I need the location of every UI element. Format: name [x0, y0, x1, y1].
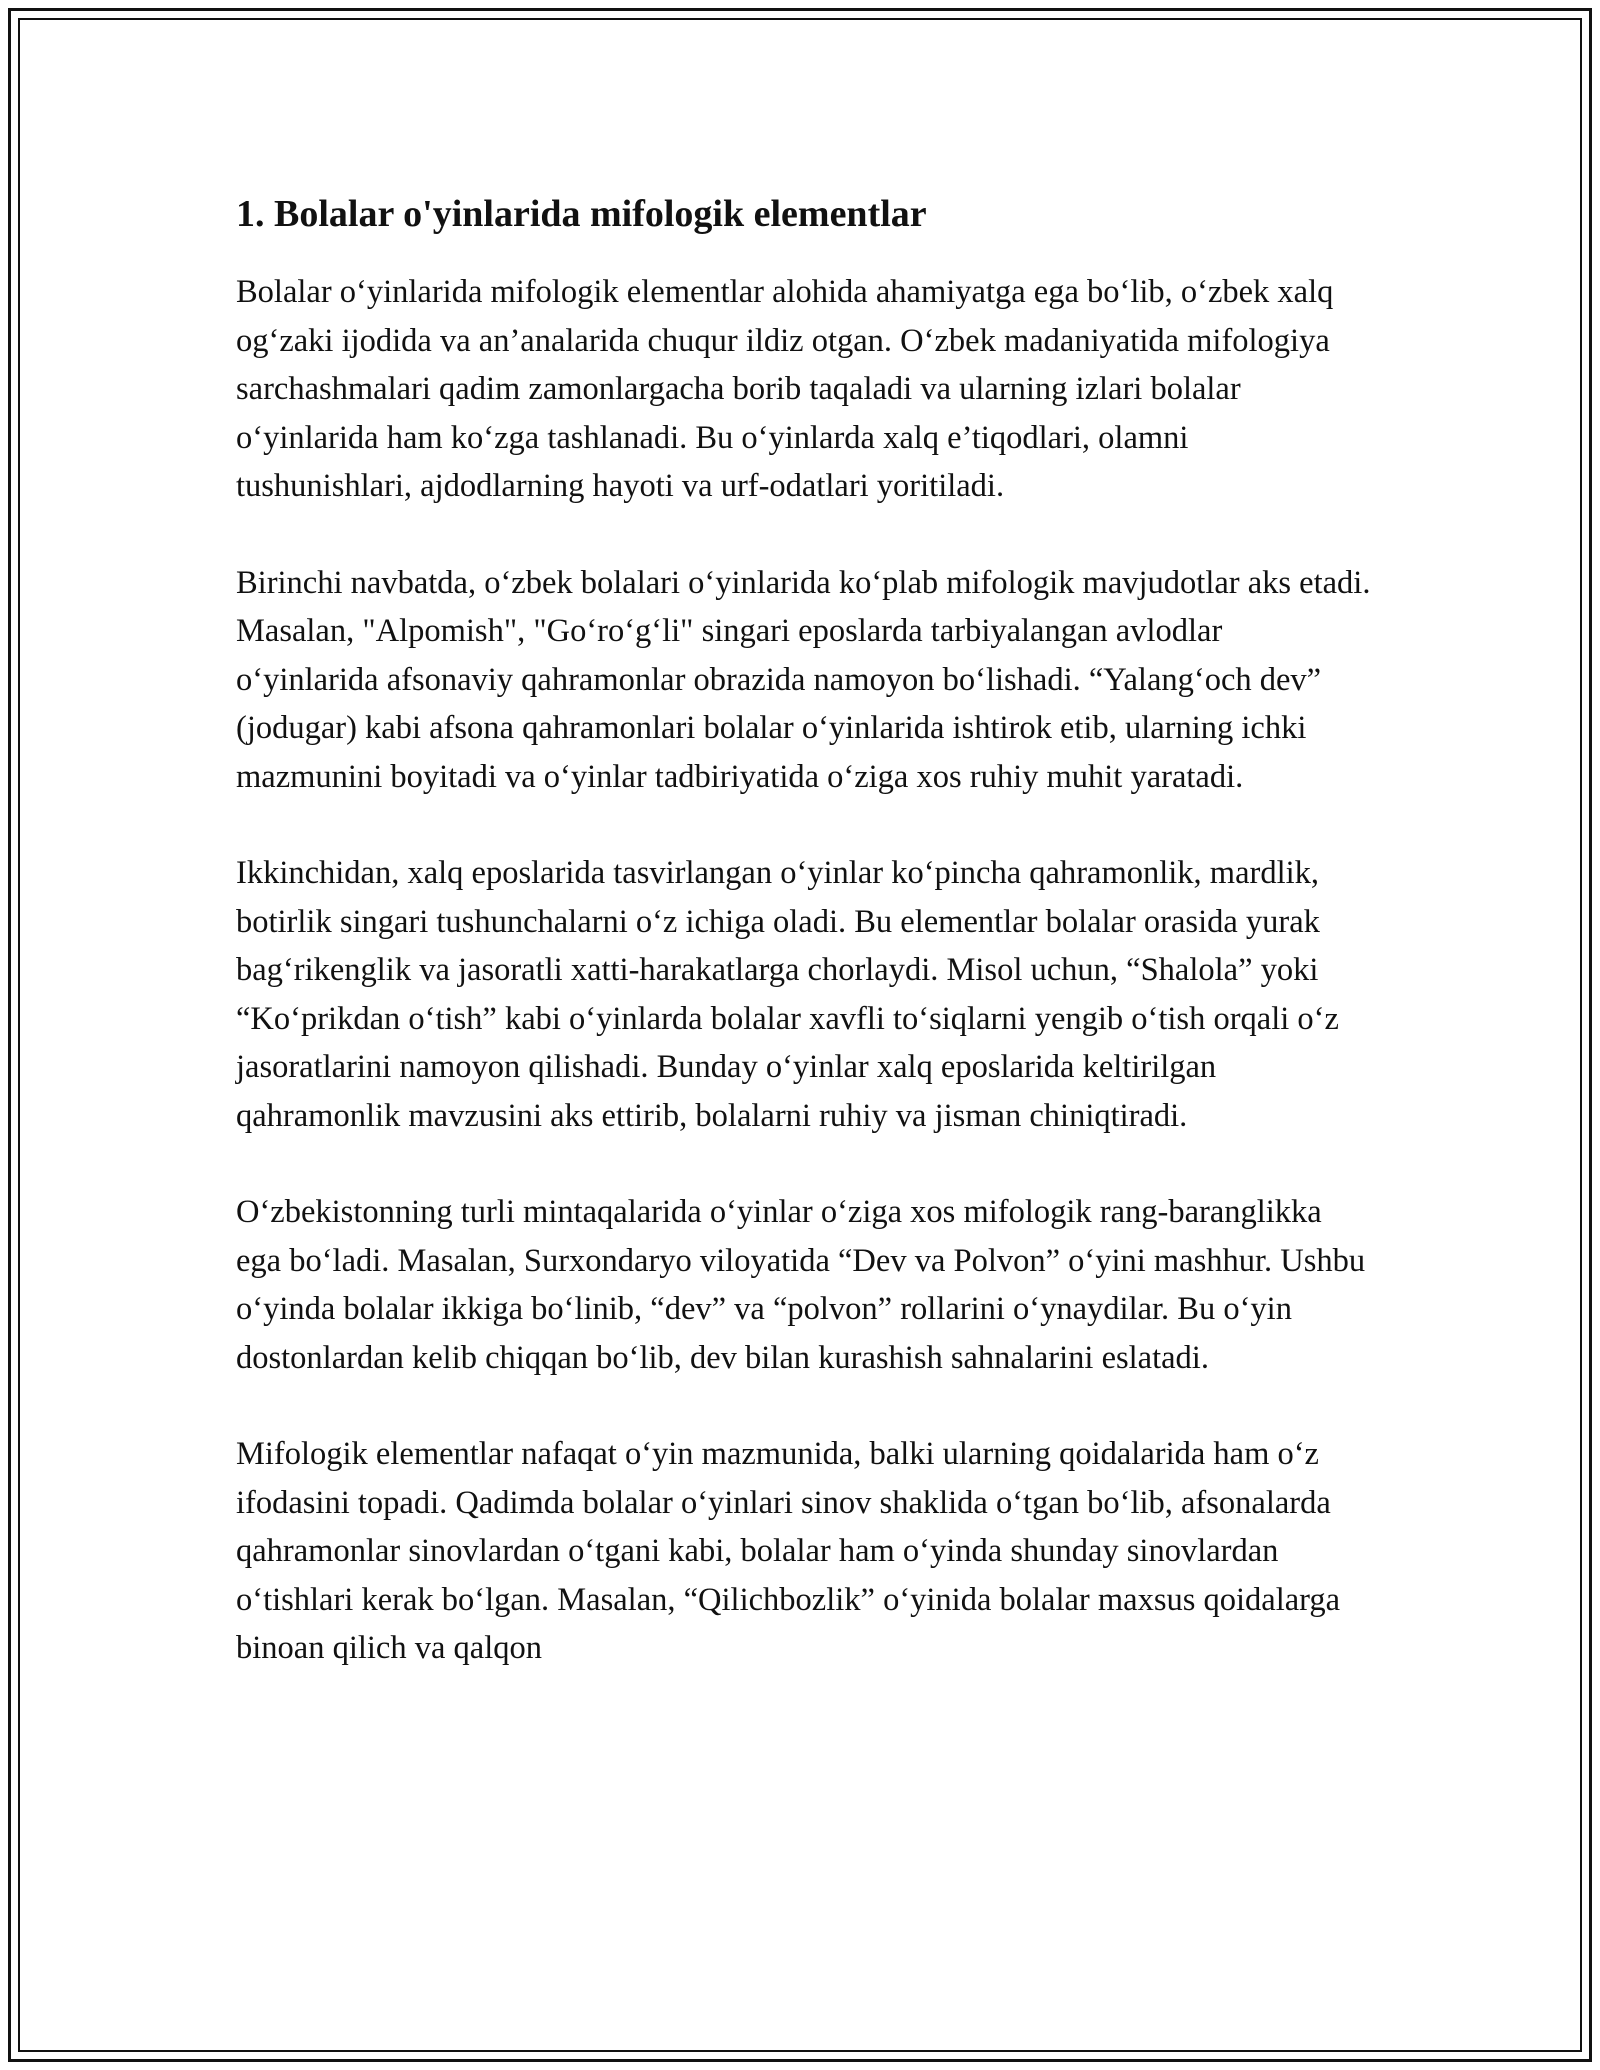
paragraph-1: Bolalar o‘yinlarida mifologik elementlar alohida ahamiyatga ega bo‘lib, o‘zbek xalq og‘zaki ijodida va an’analarida chuqur ildiz otgan. O‘zbek madaniyatida mifologiya sarchashmalari qadim zamonlargacha borib taqaladi va ularning izlari bolalar o‘yinlarida ham ko‘zga tashlanadi. Bu o‘yinlarda xalq e’tiqodlari, olamni tushunishlari, ajdodlarning hayoti va urf-odatlari yoritiladi. — [236, 274, 1334, 504]
paragraph-4: O‘zbekistonning turli mintaqalarida o‘yinlar o‘ziga xos mifologik rang-baranglikka ega bo‘ladi. Masalan, Surxondaryo viloyatida “Dev va Polvon” o‘yini mashhur. Ushbu o‘yinda bolalar ikkiga bo‘linib, “dev” va “polvon” rollarini o‘ynaydilar. Bu o‘yin dostonlardan kelib chiqqan bo‘lib, dev bilan kurashish sahnalarini eslatadi. — [236, 1194, 1366, 1376]
paragraph-3: Ikkinchidan, xalq eposlarida tasvirlangan o‘yinlar ko‘pincha qahramonlik, mardlik, botirlik singari tushunchalarni o‘z ichiga oladi. Bu elementlar bolalar orasida yurak bag‘rikenglik va jasoratli xatti-harakatlarga chorlaydi. Misol uchun, “Shalola” yoki “Ko‘prikdan o‘tish” kabi o‘yinlarda bolalar xavfli to‘siqlarni yengib o‘tish orqali o‘z jasoratlarini namoyon qilishadi. Bunday o‘yinlar xalq eposlarida keltirilgan qahramonlik mavzusini aks ettirib, bolalarni ruhiy va jisman chiniqtiradi. — [236, 855, 1339, 1134]
document-body — [236, 186, 1372, 1673]
paragraph-5: Mifologik elementlar nafaqat o‘yin mazmunida, balki ularning qoidalarida ham o‘z ifodasini topadi. Qadimda bolalar o‘yinlari sinov shaklida o‘tgan bo‘lib, afsonalarda qahramonlar sinovlardan o‘tgani kabi, bolalar ham o‘yinda shunday sinovlardan o‘tishlari kerak bo‘lgan. Masalan, “Qilichbozlik” o‘yinida bolalar maxsus qoidalarga binoan qilich va qalqon — [236, 1436, 1341, 1666]
section-heading: 1. Bolalar o'yinlarida mifologik elementlar — [236, 193, 927, 235]
paragraph-2: Birinchi navbatda, o‘zbek bolalari o‘yinlarida ko‘plab mifologik mavjudotlar aks etadi. Masalan, "Alpomish", "Go‘ro‘g‘li" singari eposlarda tarbiyalangan avlodlar o‘yinlarida afsonaviy qahramonlar obrazida namoyon bo‘lishadi. “Yalang‘och dev” (jodugar) kabi afsona qahramonlari bolalar o‘yinlarida ishtirok etib, ularning ichki mazmunini boyitadi va o‘yinlar tadbiriyatida o‘ziga xos ruhiy muhit yaratadi. — [236, 564, 1371, 795]
